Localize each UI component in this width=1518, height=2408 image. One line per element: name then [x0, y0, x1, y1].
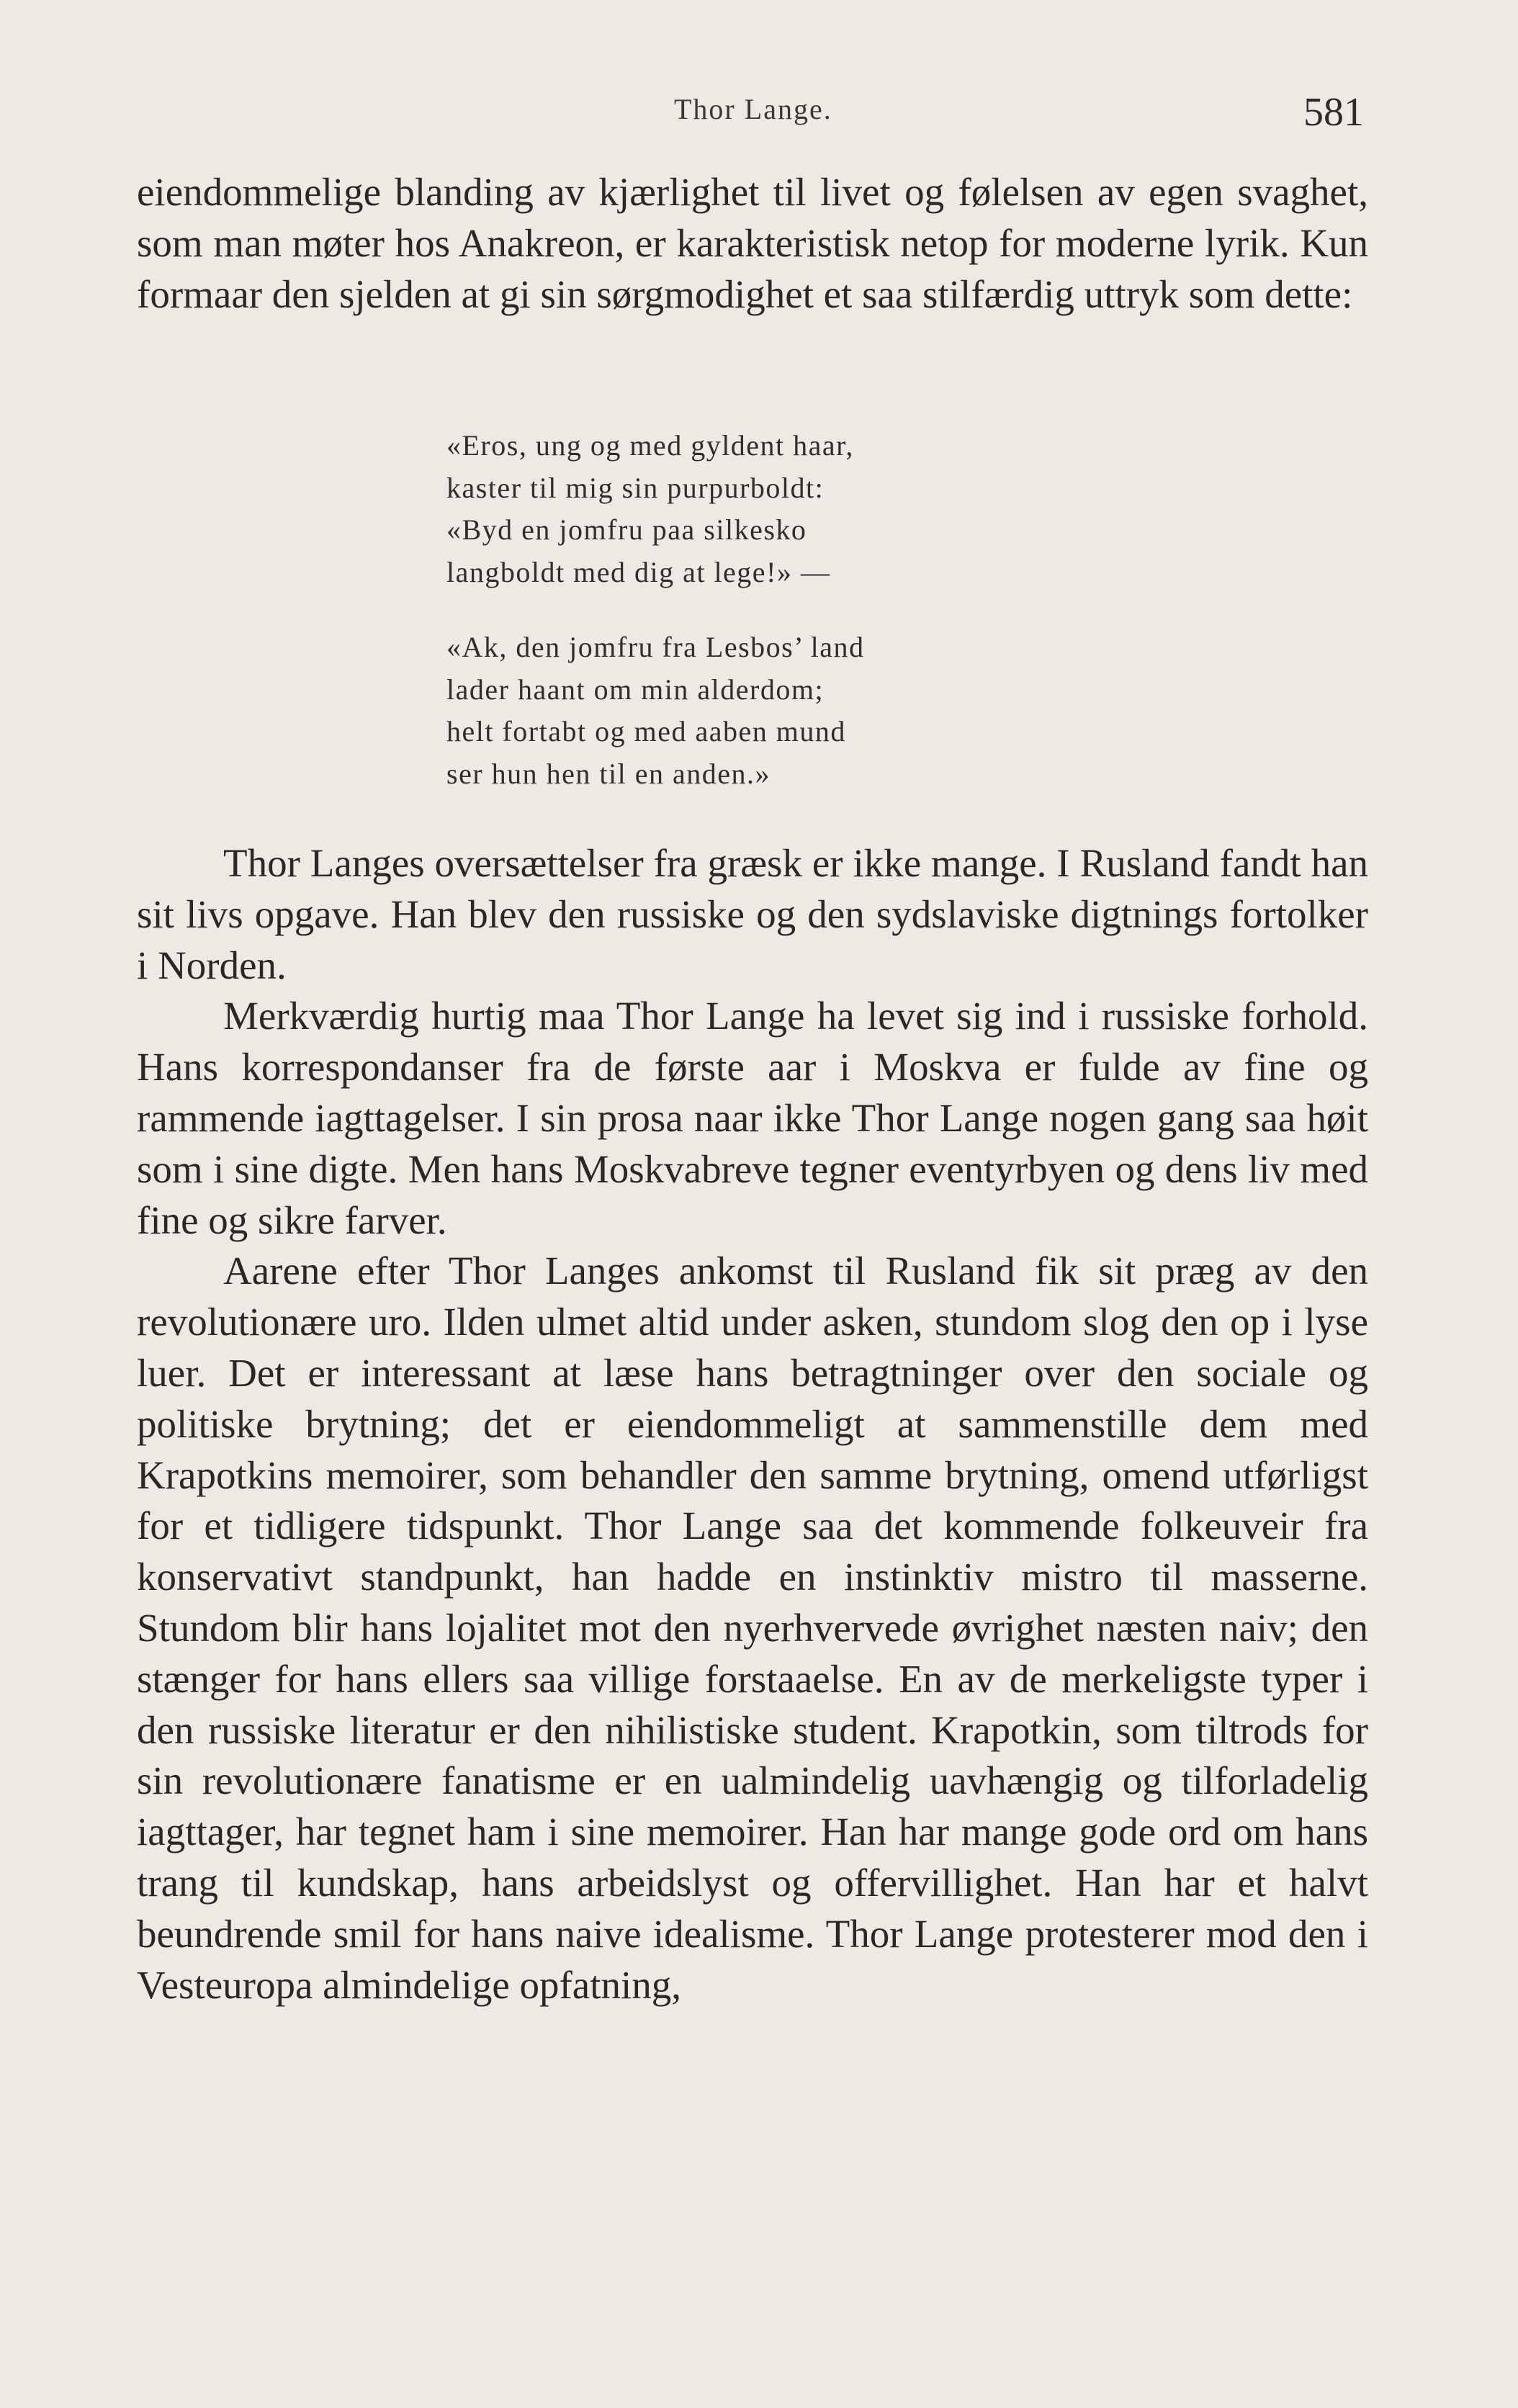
poem-stanza-2 — [446, 626, 1095, 795]
intro-paragraph — [137, 167, 1368, 320]
poem-line: kaster til mig sin purpurboldt: — [446, 471, 825, 504]
poem-line: helt fortabt og med aaben mund — [446, 715, 846, 747]
poem-line: «Eros, ung og med gyldent haar, — [446, 429, 854, 462]
poem-line: «Ak, den jomfru fra Lesbos’ land — [446, 631, 865, 663]
main-text — [137, 838, 1368, 2011]
page-number: 581 — [1303, 90, 1364, 135]
paragraph: Aarene efter Thor Langes ankomst til Rusland fik sit præg av den revolutionære uro. Ilden ulmet altid under asken, stundom slog den op i lyse luer. Det er interessant at læse hans betragtninger over den sociale og politiske brytning; det er eiendommeligt at sammenstille dem med Krapotkins memoirer, som behandler den samme brytning, omend utførligst for et tidligere tidspunkt. Thor Lange saa det kommende folkeuveir fra konservativt standpunkt, han hadde en instinktiv mistro til masserne. Stundom blir hans lojalitet mot den nyerhvervede øvrighet næsten naiv; den stænger for hans ellers saa villige forstaaelse. En av de merkeligste typer i den russiske literatur er den nihilistiske student. Krapotkin, som tiltrods for sin revolutionære fanatisme er en ualmindelig uavhængig og tilforladelig iagttager, har tegnet ham i sine memoirer. Han har mange gode ord om hans trang til kundskap, hans arbeidslyst og offervillighet. Han har et halvt beundrende smil for hans naive idealisme. Thor Lange protesterer mod den i Vesteuropa almindelige opfatning, — [137, 1249, 1368, 2007]
poem-line: langboldt med dig at lege!» — — [446, 555, 831, 588]
poem-line: lader haant om min alderdom; — [446, 673, 825, 706]
poem-stanza-1 — [446, 425, 1095, 593]
paragraph: Merkværdig hurtig maa Thor Lange ha levet sig ind i russiske forhold. Hans korrespondanser fra de første aar i Moskva er fulde av fine og rammende iagttagelser. I sin prosa naar ikke Thor Lange nogen gang saa høit som i sine digte. Men hans Moskvabreve tegner eventyrbyen og dens liv med fine og sikre farver. — [137, 994, 1368, 1242]
poem-line: «Byd en jomfru paa silkesko — [446, 513, 807, 546]
poem-line: ser hun hen til en anden.» — [446, 757, 771, 790]
paragraph: Thor Langes oversættelser fra græsk er ikke mange. I Rusland fandt han sit livs opgave. Han blev den russiske og den sydslaviske digtnings fortolker i Norden. — [137, 841, 1368, 987]
running-title: Thor Lange. — [674, 93, 832, 125]
paragraph: eiendommelige blanding av kjærlighet til livet og følelsen av egen svaghet, som man møter hos Anakreon, er karakteristisk netop for moderne lyrik. Kun formaar den sjelden at gi sin sørgmodighet et saa stilfærdig uttryk som dette: — [137, 170, 1368, 316]
